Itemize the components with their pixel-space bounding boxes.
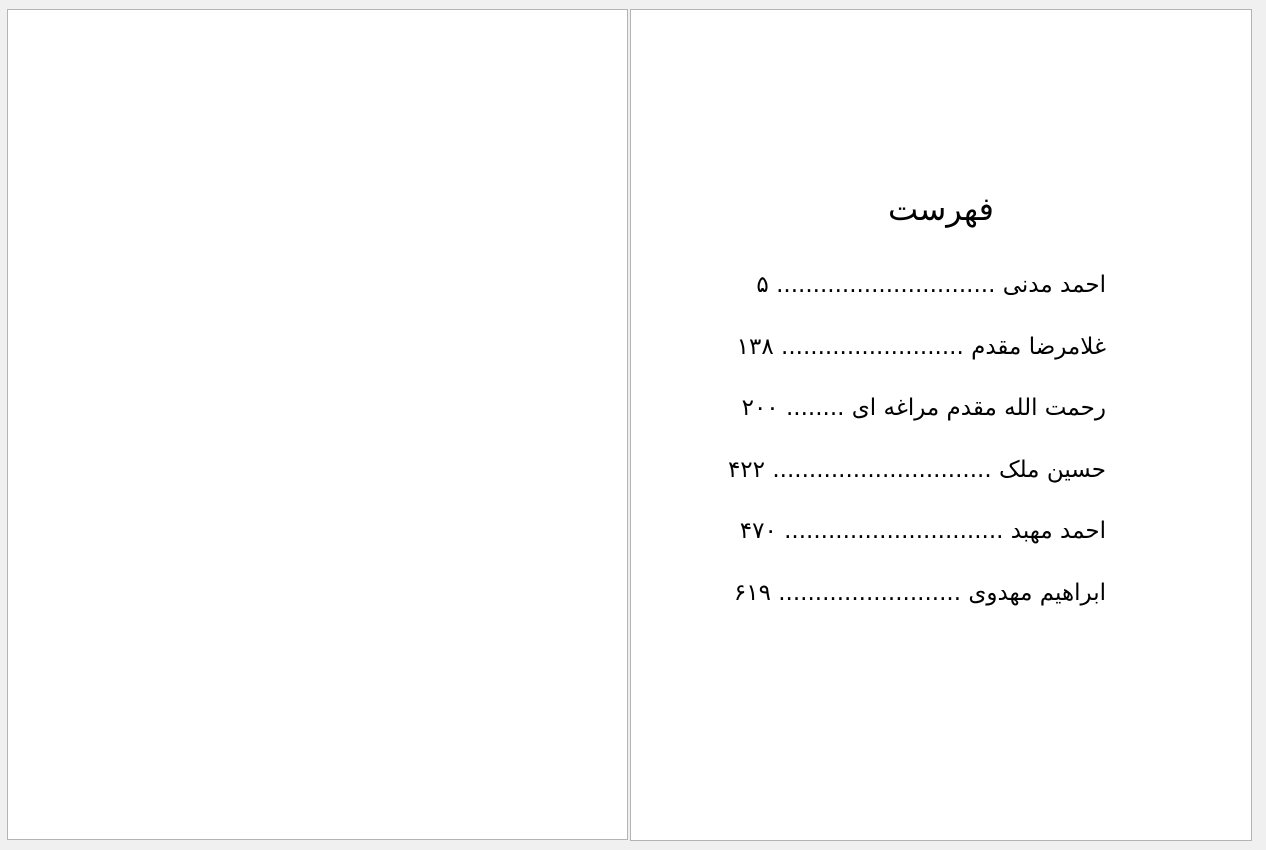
toc-entry xyxy=(728,580,1106,642)
toc-entry xyxy=(728,457,1106,519)
toc-entry-dots: ......................... xyxy=(781,333,964,360)
toc-entry-dots: .............................. xyxy=(784,518,1004,544)
toc-entry-dots: .............................. xyxy=(772,456,992,483)
toc-entry-dots: ........ xyxy=(785,395,845,421)
toc-entry-name: احمد مهبد xyxy=(1010,518,1106,544)
toc-entry-page: ۴۲۲ xyxy=(727,456,766,483)
toc-entry xyxy=(728,395,1106,457)
toc-entry xyxy=(728,272,1106,334)
toc-entry-dots: ......................... xyxy=(778,579,962,606)
toc-entry-name: حسین ملک xyxy=(998,456,1106,483)
toc-list xyxy=(728,272,1106,641)
toc-entry-page: ۱۳۸ xyxy=(736,333,774,360)
toc-entry-name: غلامرضا مقدم xyxy=(971,333,1106,360)
toc-page xyxy=(630,9,1252,841)
toc-entry xyxy=(728,334,1106,396)
toc-title: فهرست xyxy=(888,190,994,228)
toc-entry-page: ۲۰۰ xyxy=(741,395,779,421)
toc-entry-dots: .............................. xyxy=(776,272,996,298)
toc-entry-page: ۵ xyxy=(756,272,769,298)
blank-page xyxy=(7,9,628,840)
toc-entry-name: رحمت الله مقدم مراغه ای xyxy=(851,395,1106,421)
toc-entry-name: ابراهیم مهدوی xyxy=(968,579,1106,606)
toc-entry xyxy=(728,518,1106,580)
toc-entry-page: ۴۷۰ xyxy=(739,518,777,544)
toc-entry-name: احمد مدنی xyxy=(1002,272,1106,298)
toc-entry-page: ۶۱۹ xyxy=(733,579,771,606)
